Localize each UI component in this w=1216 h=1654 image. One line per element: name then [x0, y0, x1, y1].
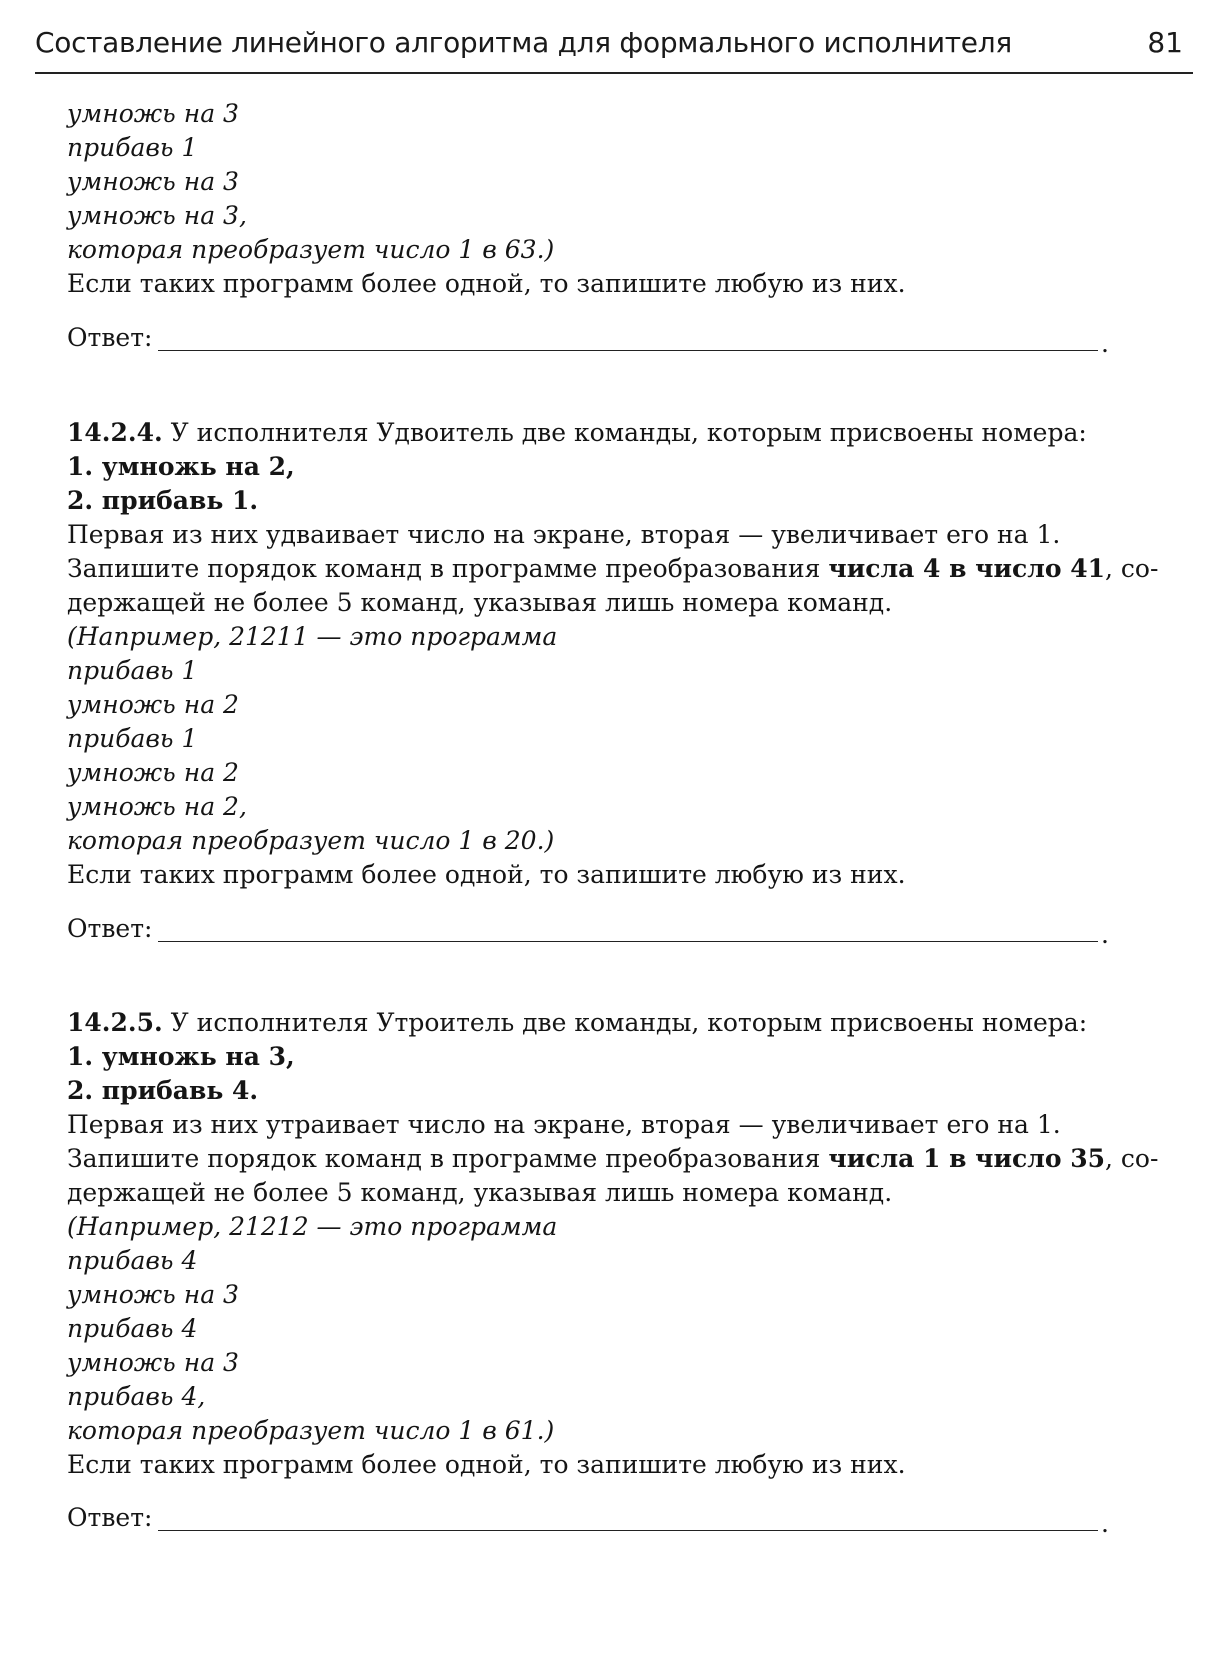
example-line: которая преобразует число 1 в 61.): [67, 1416, 555, 1445]
task-heading: [67, 1007, 1087, 1039]
example-line: прибавь 1: [67, 133, 198, 162]
header-title: Составление линейного алгоритма для формального исполнителя: [35, 26, 1012, 59]
answer-label: Ответ:: [67, 323, 153, 352]
task-instruction: [67, 553, 1158, 585]
answer-period: .: [1101, 920, 1109, 949]
answer-label: Ответ:: [67, 914, 153, 943]
example-line: умножь на 2,: [67, 792, 247, 821]
example-line: прибавь 4,: [67, 1382, 206, 1411]
example-line: (Например, 21212 — это программа: [67, 1212, 558, 1241]
example-line: которая преобразует число 1 в 63.): [67, 235, 555, 264]
command-2: 2. прибавь 4.: [67, 1076, 259, 1105]
task-instruction: [67, 1143, 1158, 1175]
example-line: умножь на 2: [67, 758, 239, 787]
task-description: Первая из них утраивает число на экране, вторая — увеличивает его на 1.: [67, 1110, 1061, 1139]
answer-field[interactable]: [158, 941, 1098, 942]
task-note: Если таких программ более одной, то запишите любую из них.: [67, 1450, 906, 1479]
example-line: прибавь 4: [67, 1246, 198, 1275]
page-number: 81: [1147, 26, 1183, 59]
running-header: [35, 22, 1193, 74]
example-line: умножь на 3: [67, 167, 239, 196]
task-note: Если таких программ более одной, то запишите любую из них.: [67, 269, 906, 298]
example-line: прибавь 1: [67, 656, 198, 685]
task-intro: У исполнителя Утроитель две команды, которым присвоены номера:: [170, 1008, 1088, 1037]
instruction-target: числа 1 в число 35: [828, 1144, 1106, 1173]
task-number: 14.2.5.: [67, 1008, 163, 1037]
task-number: 14.2.4.: [67, 418, 163, 447]
command-2: 2. прибавь 1.: [67, 486, 259, 515]
instruction-target: числа 4 в число 41: [828, 554, 1106, 583]
example-line: умножь на 3,: [67, 201, 247, 230]
instruction-text: Запишите порядок команд в программе преобразования: [67, 554, 821, 583]
instruction-continuation: , со-: [1105, 1144, 1159, 1173]
instruction-continuation: , со-: [1105, 554, 1159, 583]
example-line: прибавь 1: [67, 724, 198, 753]
task-description: Первая из них удваивает число на экране, вторая — увеличивает его на 1.: [67, 520, 1061, 549]
example-line: умножь на 3: [67, 99, 239, 128]
example-line: (Например, 21211 — это программа: [67, 622, 558, 651]
command-1: 1. умножь на 2,: [67, 452, 295, 481]
task-note: Если таких программ более одной, то запишите любую из них.: [67, 860, 906, 889]
answer-period: .: [1101, 1509, 1109, 1538]
command-1: 1. умножь на 3,: [67, 1042, 295, 1071]
task-heading: [67, 417, 1087, 449]
example-line: умножь на 3: [67, 1280, 239, 1309]
task-intro: У исполнителя Удвоитель две команды, которым присвоены номера:: [170, 418, 1087, 447]
example-line: умножь на 3: [67, 1348, 239, 1377]
answer-field[interactable]: [158, 1530, 1098, 1531]
task-instruction-line2: держащей не более 5 команд, указывая лишь номера команд.: [67, 1178, 893, 1207]
answer-label: Ответ:: [67, 1503, 153, 1532]
answer-period: .: [1101, 329, 1109, 358]
example-line: умножь на 2: [67, 690, 239, 719]
example-line: которая преобразует число 1 в 20.): [67, 826, 555, 855]
instruction-text: Запишите порядок команд в программе преобразования: [67, 1144, 821, 1173]
task-instruction-line2: держащей не более 5 команд, указывая лишь номера команд.: [67, 588, 893, 617]
answer-field[interactable]: [158, 350, 1098, 351]
example-line: прибавь 4: [67, 1314, 198, 1343]
